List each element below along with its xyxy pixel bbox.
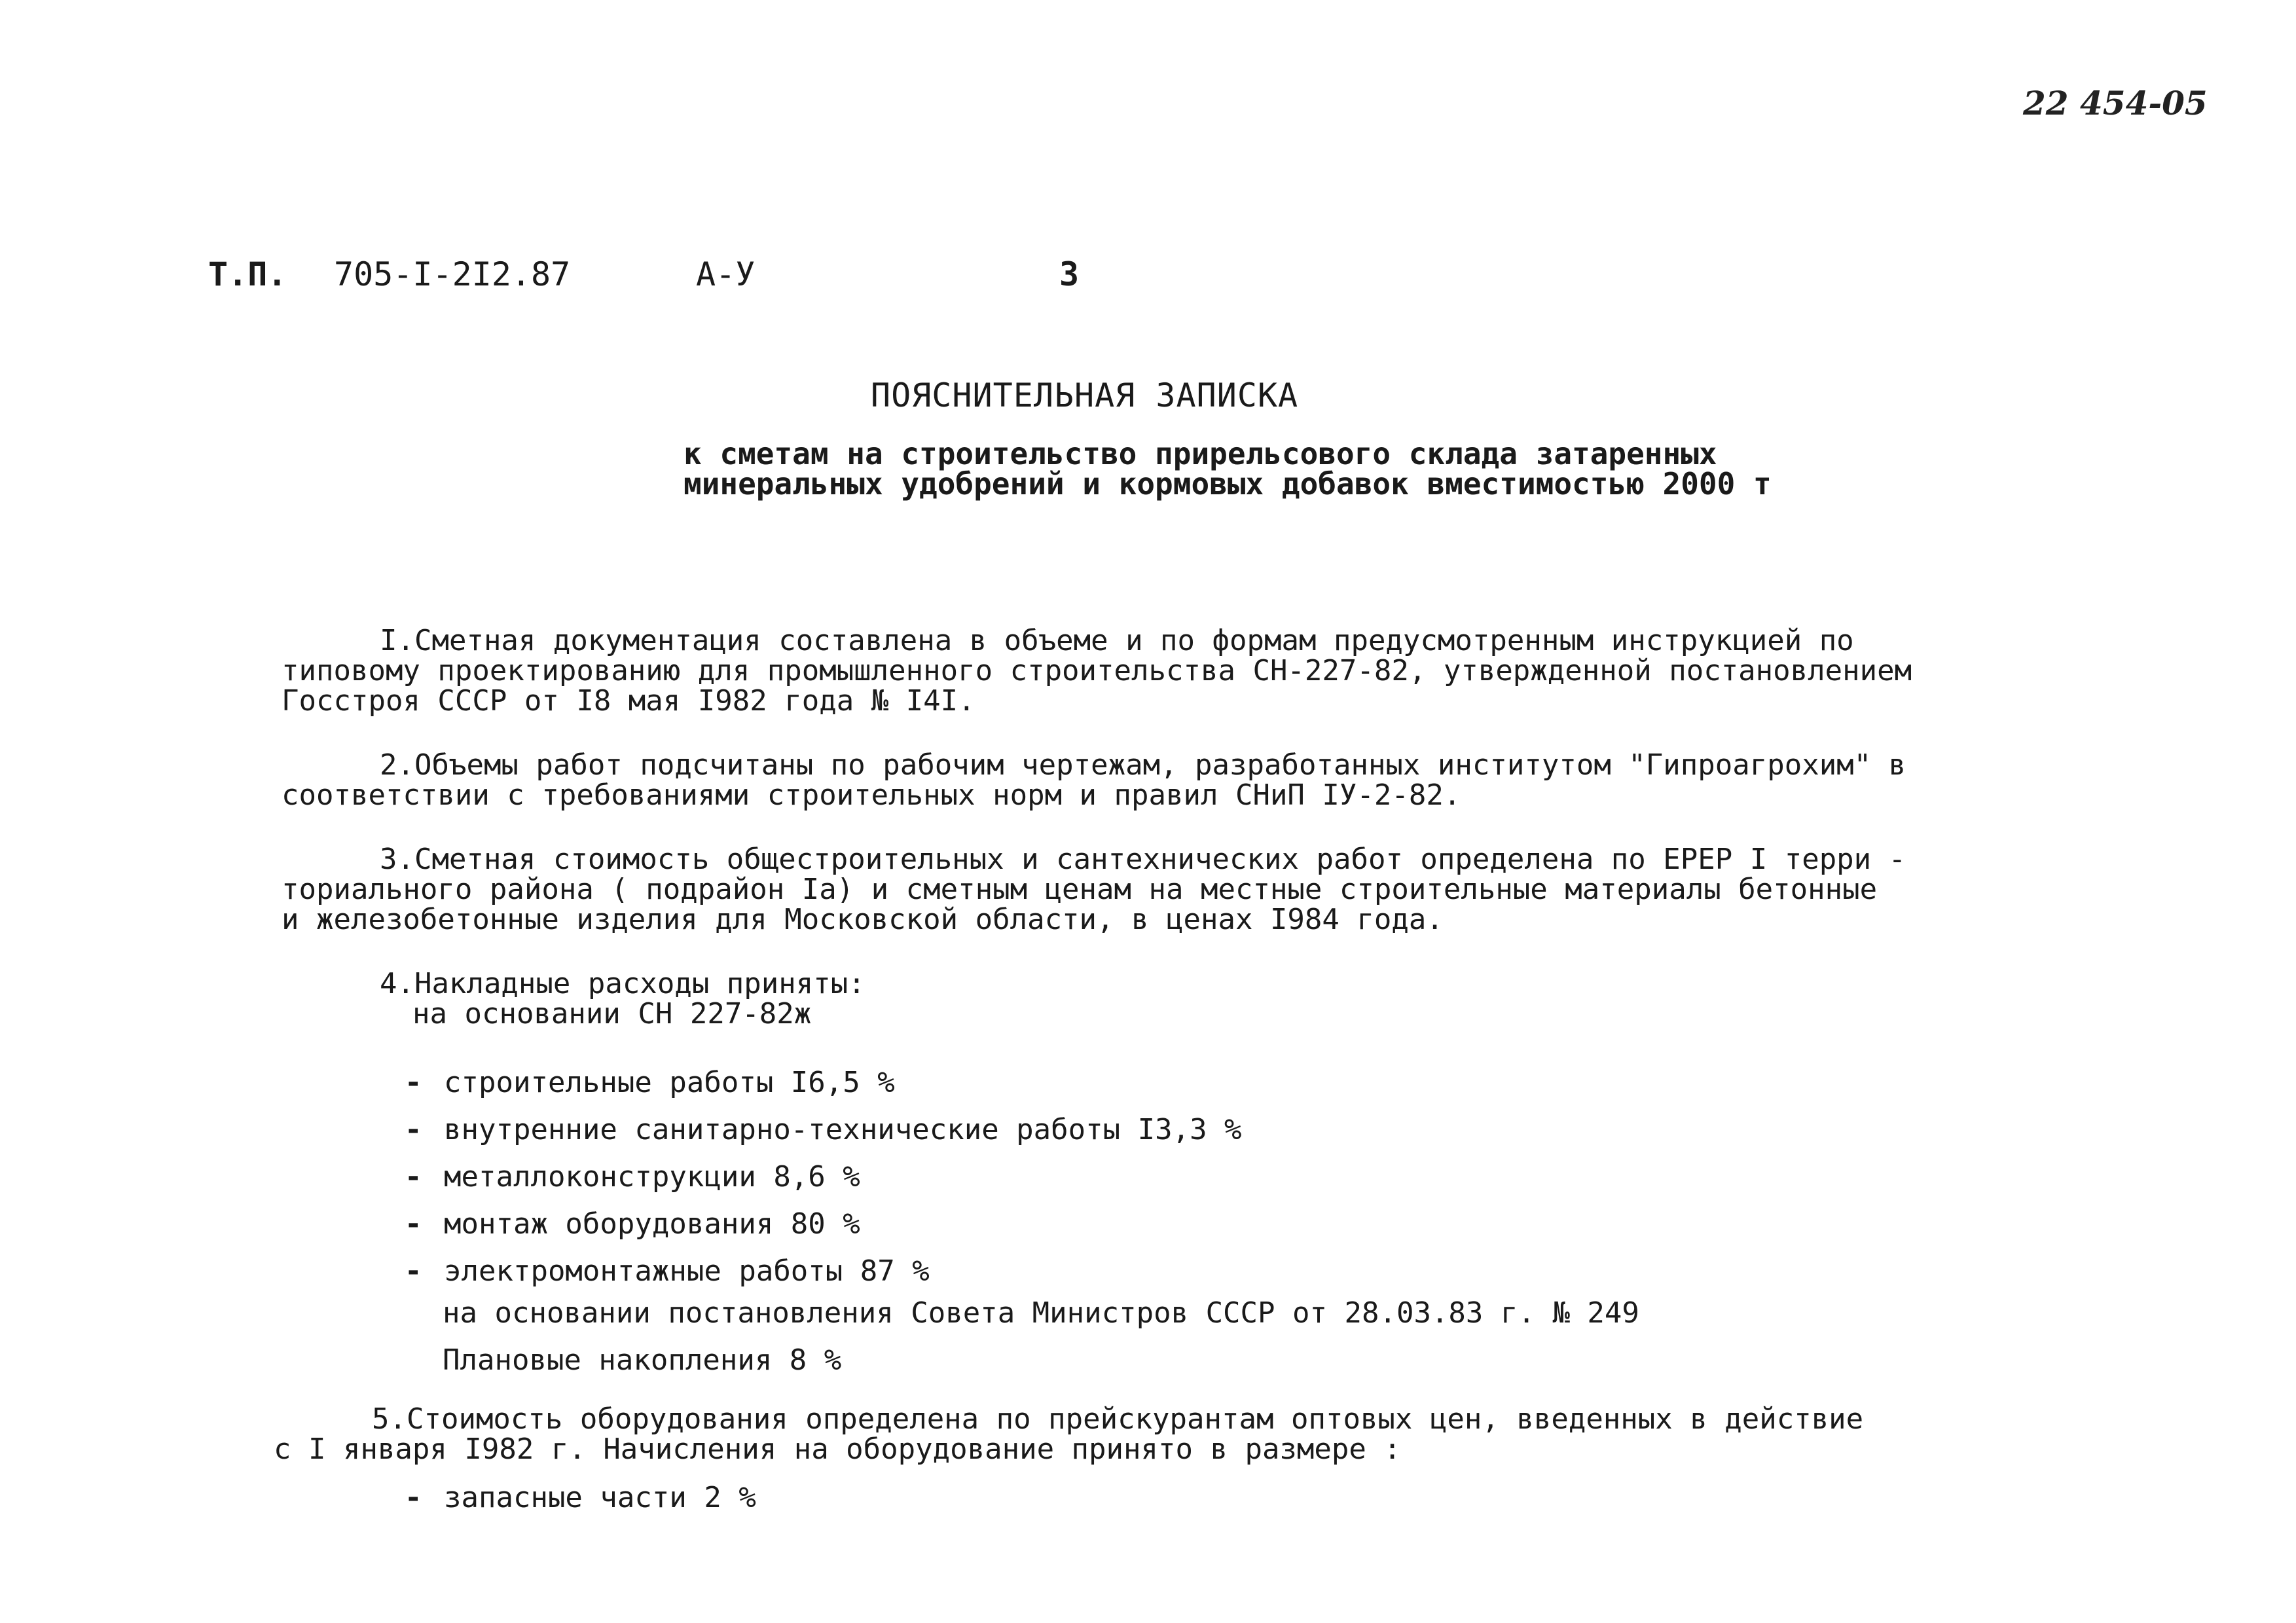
header-section: А-У bbox=[696, 255, 756, 293]
header-page-number: 3 bbox=[1059, 255, 1080, 293]
list-item-text: запасные части 2 % bbox=[444, 1481, 756, 1514]
subtitle-line: минеральных удобрений и кормовых добавок вместимостью 2000 т bbox=[683, 466, 1772, 501]
paragraph-line: с I января I982 г. Начисления на оборудование принято в размере : bbox=[274, 1432, 1401, 1466]
dash-marker: - bbox=[405, 1066, 422, 1099]
document-subtitle bbox=[683, 436, 1772, 501]
paragraph-5 bbox=[274, 1404, 1863, 1465]
overhead-list bbox=[405, 1059, 1242, 1295]
paragraph-3 bbox=[282, 845, 1906, 935]
archive-number: 22 454-05 bbox=[2023, 84, 2208, 122]
paragraph-line: I.Сметная документация составлена в объеме и по формам предусмотренным инструкцией по bbox=[380, 624, 1854, 657]
paragraph-4 bbox=[282, 969, 866, 1029]
paragraph-line: ториального района ( подрайон Iа) и сметным ценам на местные строительные материалы бетонные bbox=[282, 873, 1878, 906]
list-item-text: электромонтажные работы 87 % bbox=[444, 1254, 930, 1288]
paragraph-line: соответствии с требованиями строительных норм и правил СНиП IУ-2-82. bbox=[282, 778, 1461, 812]
dash-marker: - bbox=[405, 1254, 422, 1288]
equipment-list bbox=[405, 1481, 756, 1514]
dash-marker: - bbox=[405, 1207, 422, 1241]
list-item bbox=[405, 1154, 1242, 1201]
paragraph-line: типовому проектированию для промышленного строительства СН-227-82, утвержденной постановлением bbox=[282, 654, 1912, 687]
paragraph-line: 2.Объемы работ подсчитаны по рабочим чертежам, разработанных институтом "Гипроагрохим" в bbox=[380, 748, 1906, 782]
list-item bbox=[405, 1059, 1242, 1106]
list-item-text: монтаж оборудования 80 % bbox=[444, 1207, 860, 1241]
paragraph-line: и железобетонные изделия для Московской области, в ценах I984 года. bbox=[282, 903, 1444, 936]
list-item-text: внутренние санитарно-технические работы I3,3 % bbox=[444, 1113, 1242, 1146]
list-item bbox=[405, 1201, 1242, 1248]
dash-marker: - bbox=[405, 1481, 422, 1514]
list-item bbox=[405, 1248, 1242, 1295]
paragraph-1 bbox=[282, 626, 1912, 716]
list-item bbox=[405, 1106, 1242, 1154]
overhead-notes bbox=[443, 1290, 1639, 1384]
basis-note: на основании постановления Совета Министров СССР от 28.03.83 г. № 249 bbox=[443, 1296, 1639, 1330]
paragraph-line: Госстроя СССР от I8 мая I982 года № I4I. bbox=[282, 684, 975, 718]
list-item-text: металлоконструкции 8,6 % bbox=[444, 1160, 860, 1194]
document-title: ПОЯСНИТЕЛЬНАЯ ЗАПИСКА bbox=[871, 376, 1299, 414]
paragraph-line: 3.Сметная стоимость общестроительных и сантехнических работ определена по ЕРЕР I терри - bbox=[380, 843, 1906, 876]
paragraph-2 bbox=[282, 750, 1906, 811]
header-project-code: 705-I-2I2.87 bbox=[334, 255, 571, 293]
list-item-text: строительные работы I6,5 % bbox=[444, 1066, 895, 1099]
header-tp: Т.П. bbox=[208, 255, 287, 293]
dash-marker: - bbox=[405, 1160, 422, 1194]
planned-savings-note: Плановые накопления 8 % bbox=[443, 1343, 842, 1377]
paragraph-line: 4.Накладные расходы приняты: bbox=[380, 967, 866, 1000]
subtitle-line: к сметам на строительство прирельсового склада затаренных bbox=[683, 436, 1717, 471]
dash-marker: - bbox=[405, 1113, 422, 1146]
paragraph-line: на основании СН 227-82ж bbox=[412, 997, 812, 1030]
paragraph-line: 5.Стоимость оборудования определена по прейскурантам оптовых цен, введенных в действие bbox=[372, 1402, 1864, 1436]
